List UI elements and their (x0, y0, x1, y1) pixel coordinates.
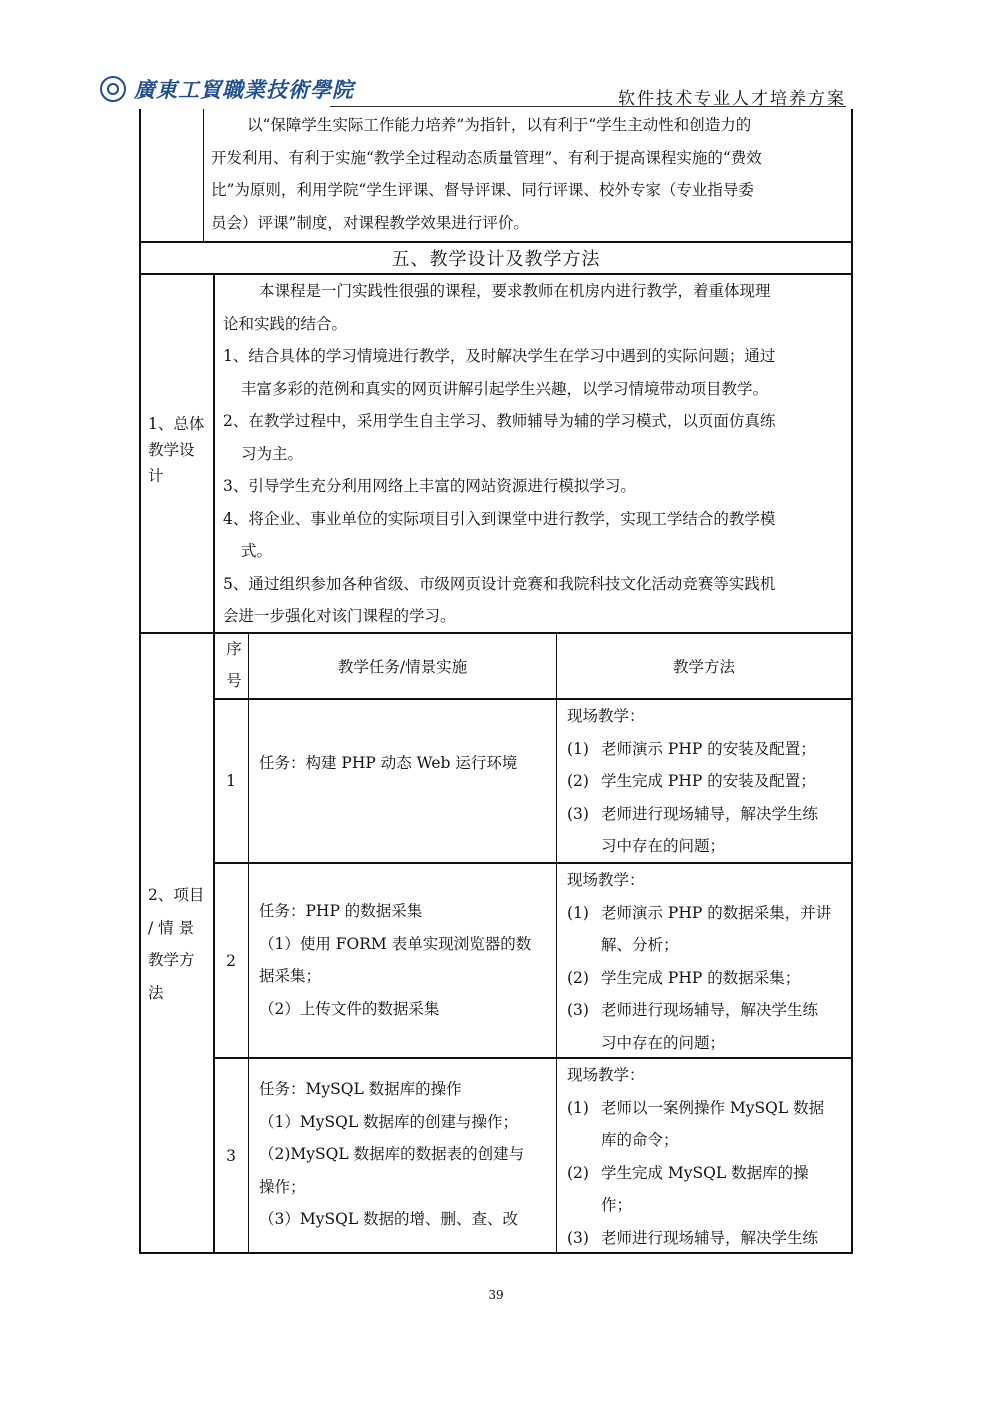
item-number: (2) (567, 968, 589, 987)
evaluation-paragraph (211, 109, 847, 239)
label-line: 2、项目 (148, 886, 205, 904)
label-line: 计 (148, 467, 164, 485)
header-method: 教学方法 (672, 658, 735, 676)
item-number: (3) (567, 804, 589, 823)
overall-design-label (148, 411, 210, 489)
text-line: 5、通过组织参加各种省级、市级网页设计竞赛和我院科技文化活动竞赛等实践机 (223, 574, 776, 593)
text-line: 3、引导学生充分利用网络上丰富的网站资源进行模拟学习。 (223, 477, 636, 495)
teaching-table (139, 109, 853, 1254)
text-line: 2、在教学过程中，采用学生自主学习、教师辅导为辅的学习模式，以页面仿真练 (223, 412, 776, 430)
method-cell (567, 700, 849, 863)
text-line: 1、结合具体的学习情境进行教学，及时解决学生在学习中遇到的实际问题；通过 (223, 347, 776, 365)
item-line: 老师演示 PHP 的安装及配置； (601, 739, 816, 758)
method-item (567, 994, 849, 1059)
text-line: 会进一步强化对该门课程的学习。 (223, 607, 456, 625)
item-line: 老师进行现场辅导，解决学生练 (601, 1001, 819, 1019)
method-title: 现场教学： (567, 871, 645, 889)
school-logo (100, 74, 354, 104)
task-cell (259, 895, 553, 1025)
item-line: 老师进行现场辅导，解决学生练 (601, 1228, 819, 1247)
item-number: (2) (567, 1163, 589, 1182)
task-line: （3）MySQL 数据的增、删、查、改 (259, 1210, 519, 1228)
text-line: 本课程是一门实践性很强的课程，要求教师在机房内进行教学，着重体现理 (259, 282, 771, 300)
header-rule (330, 106, 846, 107)
school-name: 廣東工貿職業技術學院 (134, 77, 354, 102)
school-emblem-icon (100, 76, 126, 102)
task-line: 任务：MySQL 数据库的操作 (259, 1080, 462, 1098)
label-line: 教学设 (148, 441, 195, 459)
method-cell (567, 864, 849, 1059)
item-line: 老师进行现场辅导，解决学生练 (601, 804, 819, 823)
item-line: 库的命令； (601, 1131, 679, 1149)
header-task: 教学任务/情景实施 (337, 658, 468, 676)
document-title: 软件技术专业人才培养方案 (618, 89, 846, 109)
method-title: 现场教学： (567, 707, 645, 725)
table-border-right (851, 109, 853, 1254)
method-item (567, 765, 849, 798)
method-cell (567, 1059, 849, 1254)
text-line: 丰富多彩的范例和真实的网页讲解引起学生兴趣，以学习情境带动项目教学。 (241, 379, 769, 398)
item-line: 作； (601, 1196, 633, 1214)
section-title: 五、教学设计及教学方法 (391, 249, 601, 270)
task-cell (259, 747, 553, 780)
label-line: 法 (148, 983, 164, 1002)
seq-cell: 3 (226, 1146, 236, 1165)
table-border-left (139, 109, 141, 1254)
page-number: 39 (488, 1288, 504, 1302)
text-line: 开发利用、有利于实施“教学全过程动态质量管理”、有利于提高课程实施的“费效 (211, 148, 762, 167)
text-line: 式。 (241, 542, 273, 560)
text-line: 比”为原则，利用学院“学生评课、督导评课、同行评课、校外专家（专业指导委 (211, 181, 754, 199)
item-line: 习中存在的问题； (601, 837, 726, 855)
seq-column-divider (248, 633, 249, 1254)
task-line: 任务：构建 PHP 动态 Web 运行环境 (259, 754, 518, 772)
item-line: 学生完成 PHP 的数据采集； (601, 968, 801, 987)
item-line: 学生完成 PHP 的安装及配置； (601, 772, 816, 790)
text-line: 员会）评课”制度，对课程教学效果进行评价。 (211, 213, 529, 232)
task-column-divider (556, 633, 557, 1254)
text-line: 习为主。 (241, 444, 304, 463)
text-line: 4、将企业、事业单位的实际项目引入到课堂中进行教学，实现工学结合的教学模 (223, 509, 776, 528)
method-title: 现场教学： (567, 1066, 645, 1084)
method-item (567, 1092, 849, 1157)
item-number: (2) (567, 772, 589, 790)
item-line: 学生完成 MySQL 数据库的操 (601, 1163, 809, 1182)
method-item (567, 1222, 849, 1255)
item-number: (3) (567, 1228, 589, 1247)
text-line: 以“保障学生实际工作能力培养”为指针，以有利于“学生主动性和创造力的 (247, 116, 752, 134)
method-item (567, 962, 849, 995)
item-line: 老师演示 PHP 的数据采集，并讲 (601, 903, 832, 922)
method-item (567, 897, 849, 962)
header-line: 序 (226, 640, 242, 658)
task-line: （2)MySQL 数据库的数据表的创建与 (259, 1145, 525, 1163)
label-line: / 情 景 (148, 918, 195, 937)
project-method-label (148, 879, 210, 1009)
item-line: 老师以一案例操作 MySQL 数据 (601, 1098, 825, 1117)
task-line: 据采集； (259, 967, 322, 985)
item-number: (3) (567, 1001, 589, 1019)
label-line: 1、总体 (148, 415, 205, 433)
seq-cell: 1 (226, 772, 236, 790)
header-seq (221, 633, 247, 697)
item-number: (1) (567, 903, 589, 922)
item-line: 解、分析； (601, 936, 679, 954)
task-line: 操作； (259, 1177, 306, 1196)
page-header (100, 72, 846, 109)
seq-cell: 2 (226, 951, 236, 970)
method-item (567, 1157, 849, 1222)
label-line: 教学方 (148, 951, 195, 969)
item-number: (1) (567, 739, 589, 758)
method-item (567, 733, 849, 766)
task-line: （1）MySQL 数据库的创建与操作； (259, 1112, 519, 1131)
method-item (567, 798, 849, 863)
task-line: 任务：PHP 的数据采集 (259, 902, 423, 920)
item-line: 习中存在的问题； (601, 1033, 726, 1052)
header-line: 号 (226, 672, 242, 690)
task-line: （2）上传文件的数据采集 (259, 999, 440, 1018)
intro-column-divider (203, 109, 204, 242)
text-line: 论和实践的结合。 (223, 314, 348, 333)
item-number: (1) (567, 1098, 589, 1117)
overall-design-text (223, 275, 847, 633)
task-cell (259, 1073, 553, 1236)
task-line: （1）使用 FORM 表单实现浏览器的数 (259, 934, 532, 953)
